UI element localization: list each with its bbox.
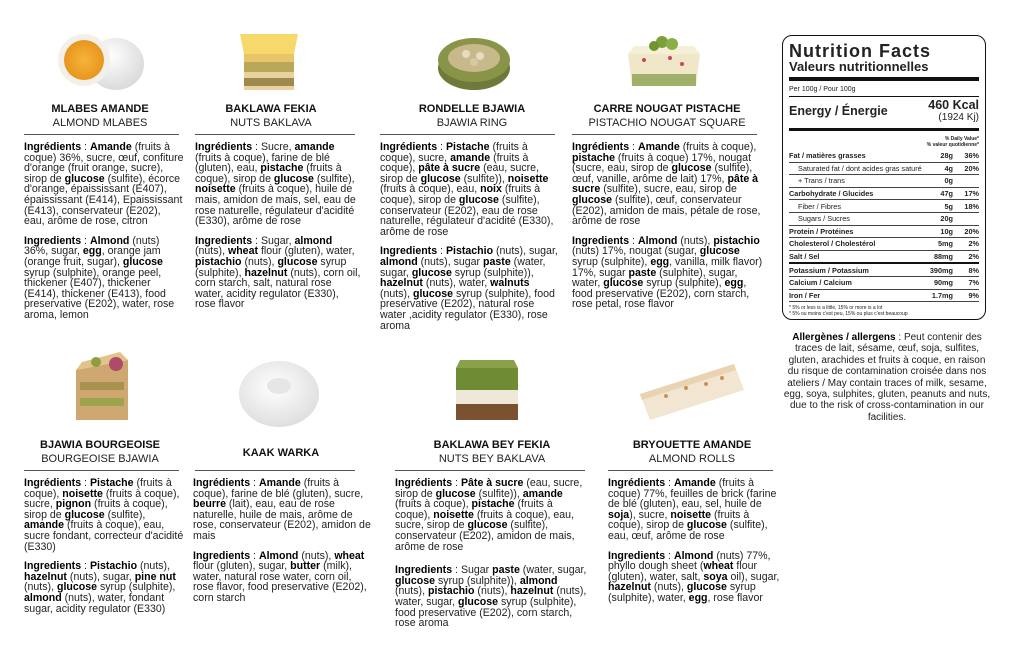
nutrient-daily-value: 8% bbox=[957, 263, 979, 276]
nutrient-daily-value: 7% bbox=[957, 276, 979, 289]
serving-size: Per 100g / Pour 100g bbox=[789, 86, 856, 93]
energy-label: Energy / Énergie bbox=[789, 104, 888, 118]
divider bbox=[195, 134, 355, 135]
nutrition-title: Nutrition Facts bbox=[789, 41, 932, 61]
nutrient-label: Fat / matières grasses bbox=[789, 150, 928, 162]
nutrient-label: Saturated fat / dont acides gras saturé bbox=[789, 162, 928, 175]
ingredients-en: Ingredients : Sugar, almond (nuts), wheat flour (gluten), water, pistachio (nuts), glucose syrup (sulphite), hazelnut (nuts), corn oil, corn starch, salt, natural rose water, acidity regulator (E330), rose flavor bbox=[195, 234, 361, 311]
energy-row bbox=[789, 97, 979, 125]
nutrition-row bbox=[789, 250, 979, 263]
nutrition-row bbox=[789, 212, 979, 225]
nutrient-daily-value: 20% bbox=[957, 225, 979, 238]
product-name-en: ALMOND ROLLS bbox=[648, 453, 736, 465]
product-name-fr: BRYOUETTE AMANDE bbox=[632, 439, 752, 451]
nutrient-value: 88mg bbox=[928, 250, 957, 263]
ingredients-en: Ingredients : Pistachio (nuts), sugar, almond (nuts), sugar paste (water, sugar, glucose syrup (sulphite)), hazelnut (nuts), water, walnuts (nuts), glucose syrup (sulphite), food preservative (E202), natural rose water ,acidity regulator (E330), rose aroma bbox=[380, 245, 558, 332]
divider bbox=[608, 470, 773, 471]
product-name-en: NUTS BEY BAKLAVA bbox=[438, 453, 546, 465]
product-name-fr: BAKLAWA FEKIA bbox=[225, 103, 317, 115]
nutrient-label: Fiber / Fibres bbox=[789, 200, 928, 213]
daily-value-header: % Daily Value* % valeur quotidienne* bbox=[926, 136, 979, 148]
nutrient-value: 28g bbox=[928, 150, 957, 162]
product-name-fr: KAAK WARKA bbox=[242, 447, 320, 459]
ingredients-fr: Ingrédients : Amande (fruits à coque) 77%, feuilles de brick (farine de blé (gluten), eau, sel, huile de soja), sucre, noisette (fruits à coque), sirop de glucose (sulfite), eau, œuf, arôme de rose bbox=[608, 477, 777, 542]
product-name-fr: BJAWIA BOURGEOISE bbox=[40, 439, 160, 451]
product-name-en: ALMOND MLABES bbox=[52, 117, 148, 129]
nutrient-daily-value: 9% bbox=[957, 289, 979, 302]
product-name-fr: CARRE NOUGAT PISTACHE bbox=[593, 103, 741, 115]
nutrition-row bbox=[789, 162, 979, 175]
nutrient-label: Salt / Sel bbox=[789, 250, 928, 263]
divider bbox=[572, 134, 757, 135]
allergens-label: Allergènes / allergens bbox=[792, 332, 896, 343]
ingredients-en: Ingredients : Almond (nuts) 36%, sugar, egg, orange jam (orange fruit, sugar), glucose syrup (sulphite), orange peel, thickener (E407), thickener (E414), thickener (E413), food preservative (E202), water, rose aroma, lemon bbox=[24, 234, 175, 321]
energy-kcal: 460 Kcal bbox=[928, 98, 979, 112]
nutrition-row bbox=[789, 200, 979, 213]
mlabes-image bbox=[52, 24, 148, 96]
nutrition-row bbox=[789, 187, 979, 200]
nutrient-daily-value: 17% bbox=[957, 187, 979, 200]
ingredients-en: Ingredients : Pistachio (nuts), hazelnut (nuts), sugar, pine nut (nuts), glucose syrup (sulphite), almond (nuts), water, fondant sugar, acidity regulator (E330) bbox=[24, 560, 176, 615]
divider bbox=[24, 134, 179, 135]
product-name-fr: BAKLAWA BEY FEKIA bbox=[433, 439, 551, 451]
nutrient-label: Sugars / Sucres bbox=[789, 212, 928, 225]
divider bbox=[24, 470, 179, 471]
kaak-warka-image bbox=[234, 356, 324, 430]
nutrient-value: 4g bbox=[928, 162, 957, 175]
nutrient-daily-value: 2% bbox=[957, 238, 979, 251]
allergens-text: : Peut contenir des traces de lait, sésame, œuf, soja, sulfites, gluten, arachides et fruits à coque, en raison du risque de contamination croisée dans nos ateliers / May contain traces of milk, sesame, egg, soya, sulphites, gluten, peanuts and nuts, due to the risk of cross-contamination in our facilities. bbox=[783, 332, 991, 423]
nutrition-row bbox=[789, 225, 979, 238]
nutrient-label: Protein / Protéines bbox=[789, 225, 928, 238]
allergens-note bbox=[782, 332, 992, 423]
nutrient-label: + Trans / trans bbox=[789, 175, 928, 188]
nutrition-row bbox=[789, 150, 979, 162]
nutrient-value: 5mg bbox=[928, 238, 957, 251]
nutrient-label: Calcium / Calcium bbox=[789, 276, 928, 289]
product-name-en: PISTACHIO NOUGAT SQUARE bbox=[588, 117, 746, 129]
nutrient-label: Cholesterol / Cholestérol bbox=[789, 238, 928, 251]
nutrition-footnote: * 5% or less is a little, 15% or more is a lot * 5% ou moins c'est peu, 15% ou plus c'est beaucoup bbox=[789, 305, 908, 318]
product-name-en: BJAWIA RING bbox=[436, 117, 508, 129]
bryouette-image bbox=[636, 360, 746, 424]
ingredients-en: Ingredients : Almond (nuts), pistachio (nuts) 17%, nougat (sugar, glucose syrup (sulphite), egg, vanilla, milk flavor) 17%, sugar paste (sulphite), sugar, water, glucose syrup (sulphite), egg, food preservative (E202), corn starch, rose petal, rose flavor bbox=[572, 234, 763, 311]
product-name-fr: MLABES AMANDE bbox=[51, 103, 149, 115]
ingredients-en: Ingredients : Sugar paste (water, sugar, glucose syrup (sulphite)), almond (nuts), pistachio (nuts), hazelnut (nuts), water, sugar, glucose syrup (sulphite), food preservative (E202), corn starch, rose aroma bbox=[395, 564, 587, 630]
nutrient-label: Potassium / Potassium bbox=[789, 263, 928, 276]
nutrient-value: 5g bbox=[928, 200, 957, 213]
product-name-en: BOURGEOISE BJAWIA bbox=[41, 453, 159, 465]
divider bbox=[380, 134, 555, 135]
nutrition-row bbox=[789, 175, 979, 188]
divider bbox=[395, 470, 585, 471]
bjawia-bourgeoise-image bbox=[68, 350, 136, 426]
nutrient-daily-value bbox=[957, 212, 979, 225]
nutrition-row bbox=[789, 238, 979, 251]
ingredients-fr: Ingrédients : Sucre, amande (fruits à coque), farine de blé (gluten), eau, pistache (fruits à coque), sirop de glucose (sulfite), noisette (fruits à coque), huile de mais, amidon de mais, sel, eau de rose naturelle, régulateur d'acidité (E330), arôme de rose bbox=[195, 141, 356, 228]
nutrient-value: 47g bbox=[928, 187, 957, 200]
nutrient-daily-value: 20% bbox=[957, 162, 979, 175]
rondelle-bjawia-image bbox=[432, 24, 516, 96]
nutrient-daily-value bbox=[957, 175, 979, 188]
nutrition-subtitle: Valeurs nutritionnelles bbox=[789, 59, 929, 74]
carre-nougat-image bbox=[622, 24, 706, 96]
nutrient-label: Carbohydrate / Glucides bbox=[789, 187, 928, 200]
divider bbox=[789, 77, 979, 81]
nutrient-daily-value: 36% bbox=[957, 150, 979, 162]
ingredients-fr: Ingrédients : Amande (fruits à coque) 36%, sucre, œuf, confiture d'orange (fruit orange, sucre), sirop de glucose (sulfite), écorce d'orange, épaississant (E407), épaississant (E414), Epaississant (E413), conservateur (E202), eau, arôme de rose, citron bbox=[24, 141, 184, 228]
ingredients-en: Ingredients : Almond (nuts) 77%, phyllo dough sheet (wheat flour (gluten), water, salt, soya oil), sugar, hazelnut (nuts), glucose syrup (sulphite), water, egg, rose flavor bbox=[608, 549, 780, 604]
divider bbox=[789, 128, 979, 131]
nutrition-row bbox=[789, 276, 979, 289]
nutrient-daily-value: 2% bbox=[957, 250, 979, 263]
ingredients-fr: Ingrédients : Pistache (fruits à coque), noisette (fruits à coque), sucre, pignon (fruits à coque), sirop de glucose (sulfite), amande (fruits à coque), eau, sucre fondant, correcteur d'acidité (E330) bbox=[24, 477, 184, 553]
nutrient-value: 20g bbox=[928, 212, 957, 225]
nutrition-row bbox=[789, 289, 979, 302]
nutrient-value: 1.7mg bbox=[928, 289, 957, 302]
energy-kj: (1924 Kj) bbox=[938, 112, 979, 123]
ingredients-en: Ingredients : Almond (nuts), wheat flour (gluten), sugar, butter (milk), water, natural rose water, corn oil, rose flavor, food preservative (E202), corn starch bbox=[193, 549, 367, 604]
ingredients-fr: Ingrédients : Amande (fruits à coque), farine de blé (gluten), sucre, beurre (lait), eau, eau de rose naturelle, huile de mais, arôme de rose, conservateur (E202), amidon de mais bbox=[193, 477, 371, 542]
nutrient-value: 0g bbox=[928, 175, 957, 188]
nutrient-daily-value: 18% bbox=[957, 200, 979, 213]
product-name-en: NUTS BAKLAVA bbox=[230, 117, 312, 129]
ingredients-fr: Ingrédients : Amande (fruits à coque), pistache (fruits à coque) 17%, nougat (sucre, eau, sirop de glucose (sulfite), œuf, vanille, arôme de lait) 17%, pâte à sucre (sulfite), sucre, eau, sirop de glucose (sulfite), œuf, conservateur (E202), amidon de mais, pétale de rose, arôme de rose bbox=[572, 141, 761, 228]
nutrition-facts-panel bbox=[782, 35, 986, 320]
nutrient-label: Iron / Fer bbox=[789, 289, 928, 302]
nutrient-value: 390mg bbox=[928, 263, 957, 276]
baklawa-fekia-image bbox=[234, 24, 304, 96]
nutrition-row bbox=[789, 263, 979, 276]
nutrient-value: 90mg bbox=[928, 276, 957, 289]
ingredients-fr: Ingrédients : Pâte à sucre (eau, sucre, sirop de glucose (sulfite)), amande (fruits à coque), pistache (fruits à coque), noisette (fruits à coque), eau, sucre, sirop de glucose (sulfite), conservateur (E202), amidon de mais, arôme de rose bbox=[395, 477, 583, 553]
divider bbox=[195, 470, 355, 471]
product-name-fr: RONDELLE BJAWIA bbox=[418, 103, 526, 115]
nutrition-table bbox=[789, 150, 979, 302]
ingredients-fr: Ingrédients : Pistache (fruits à coque), sucre, amande (fruits à coque), pâte à sucre (eau, sucre, sirop de glucose (sulfite)), noisette (fruits à coque), eau, noix (fruits à coque), sirop de glucose (sulfite), conservateur (E202), eau de rose naturelle, régulateur d'acidité (E330), arôme de rose bbox=[380, 141, 554, 238]
baklawa-bey-image bbox=[452, 354, 522, 428]
nutrient-value: 10g bbox=[928, 225, 957, 238]
